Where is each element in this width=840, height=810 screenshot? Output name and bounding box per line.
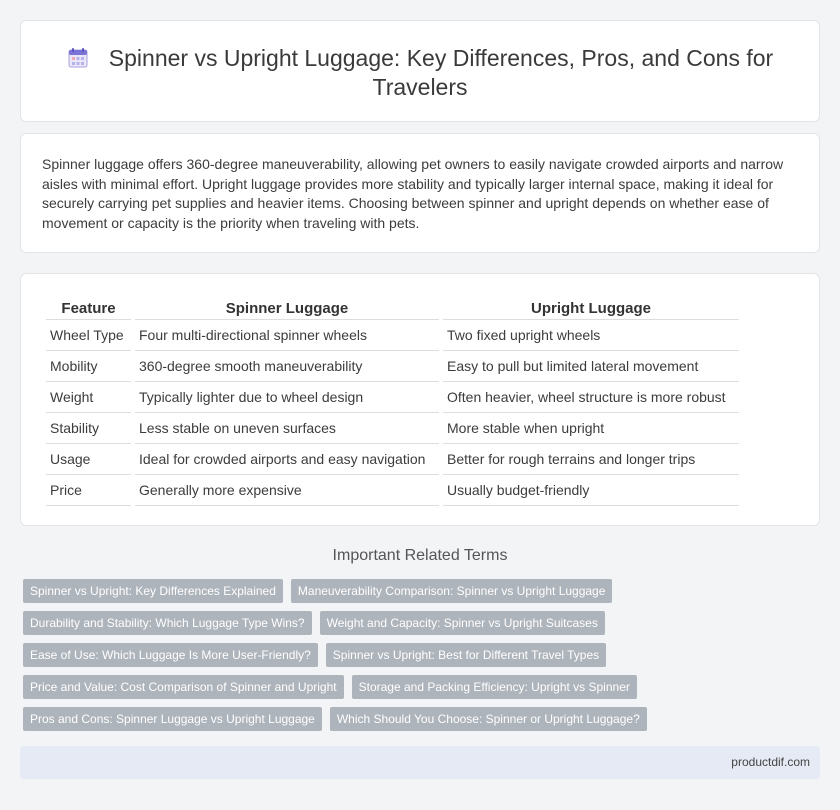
comparison-card — [20, 273, 820, 526]
page-title: Spinner vs Upright Luggage: Key Differences, Pros, and Cons for Travelers — [108, 45, 774, 100]
tag-row — [23, 579, 823, 611]
tag-row — [23, 675, 823, 707]
related-terms-list — [23, 579, 823, 739]
cell-feature: Wheel Type — [46, 320, 131, 351]
related-terms-heading: Important Related Terms — [332, 547, 508, 564]
table-row — [46, 475, 739, 506]
cell-feature: Weight — [46, 382, 131, 413]
cell-upright: Usually budget-friendly — [443, 475, 739, 506]
related-term-link[interactable]: Price and Value: Cost Comparison of Spinner and Upright — [23, 675, 344, 699]
header-upright: Upright Luggage — [443, 294, 739, 320]
cell-upright: Better for rough terrains and longer trips — [443, 444, 739, 475]
cell-upright: Easy to pull but limited lateral movement — [443, 351, 739, 382]
title-card — [20, 20, 820, 122]
tag-row — [23, 611, 823, 643]
intro-card — [20, 133, 820, 253]
table-header-row — [46, 294, 739, 320]
cell-spinner: Less stable on uneven surfaces — [135, 413, 439, 444]
related-term-link[interactable]: Weight and Capacity: Spinner vs Upright Suitcases — [320, 611, 605, 635]
related-term-link[interactable]: Durability and Stability: Which Luggage Type Wins? — [23, 611, 312, 635]
header-spinner: Spinner Luggage — [135, 294, 439, 320]
related-term-link[interactable]: Which Should You Choose: Spinner or Upright Luggage? — [330, 707, 647, 731]
related-term-link[interactable]: Spinner vs Upright: Key Differences Explained — [23, 579, 283, 603]
table-row — [46, 382, 739, 413]
footer-site: productdif.com — [731, 755, 810, 769]
cell-spinner: Four multi-directional spinner wheels — [135, 320, 439, 351]
footer — [20, 746, 820, 779]
related-term-link[interactable]: Pros and Cons: Spinner Luggage vs Upright Luggage — [23, 707, 322, 731]
cell-feature: Stability — [46, 413, 131, 444]
related-term-link[interactable]: Spinner vs Upright: Best for Different Travel Types — [326, 643, 606, 667]
table-row — [46, 444, 739, 475]
cell-spinner: Generally more expensive — [135, 475, 439, 506]
cell-feature: Mobility — [46, 351, 131, 382]
cell-upright: Often heavier, wheel structure is more robust — [443, 382, 739, 413]
page-title-wrap — [21, 44, 819, 102]
table-row — [46, 351, 739, 382]
related-term-link[interactable]: Ease of Use: Which Luggage Is More User-Friendly? — [23, 643, 318, 667]
header-feature: Feature — [46, 294, 131, 320]
related-term-link[interactable]: Maneuverability Comparison: Spinner vs Upright Luggage — [291, 579, 613, 603]
cell-feature: Price — [46, 475, 131, 506]
cell-spinner: 360-degree smooth maneuverability — [135, 351, 439, 382]
cell-upright: More stable when upright — [443, 413, 739, 444]
tag-row — [23, 643, 823, 675]
table-row — [46, 320, 739, 351]
comparison-table — [42, 294, 743, 506]
cell-upright: Two fixed upright wheels — [443, 320, 739, 351]
tag-row — [23, 707, 823, 739]
table-row — [46, 413, 739, 444]
cell-spinner: Typically lighter due to wheel design — [135, 382, 439, 413]
cell-feature: Usage — [46, 444, 131, 475]
related-term-link[interactable]: Storage and Packing Efficiency: Upright vs Spinner — [352, 675, 637, 699]
intro-paragraph: Spinner luggage offers 360-degree maneuverability, allowing pet owners to easily navigate crowded airports and narrow aisles with minimal effort. Upright luggage provides more stability and typically larger internal space, making it ideal for securely carrying pet supplies and heavier items. Choosing between spinner and upright depends on whether ease of movement or capacity is the priority when traveling with pets. — [42, 156, 784, 231]
cell-spinner: Ideal for crowded airports and easy navigation — [135, 444, 439, 475]
calendar-icon — [67, 47, 89, 69]
